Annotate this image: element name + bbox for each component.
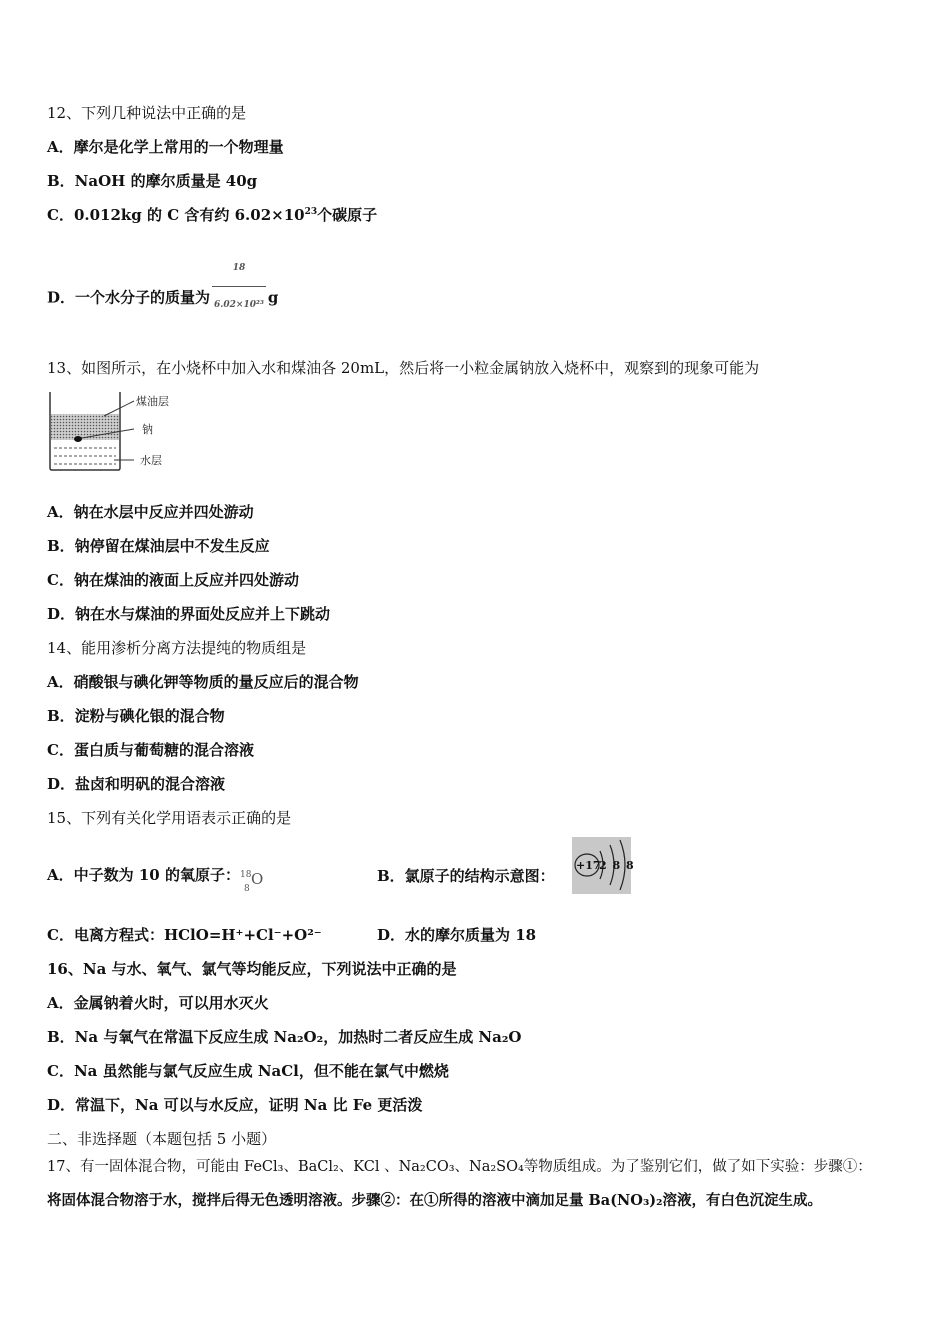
q14-option-b: B．淀粉与碘化银的混合物	[47, 707, 225, 725]
q15-option-a-text: A．中子数为 10 的氧原子：	[47, 866, 240, 884]
label-sodium: 钠	[142, 423, 153, 436]
q15-stem: 15、下列有关化学用语表示正确的是	[47, 809, 292, 827]
q13-option-c: C．钠在煤油的液面上反应并四处游动	[47, 571, 299, 589]
q15-option-c: C．电离方程式：HClO=H⁺+Cl⁻+O²⁻	[47, 926, 322, 944]
q15-option-a	[47, 862, 264, 894]
oxygen-isotope	[239, 864, 264, 894]
q13-option-a: A．钠在水层中反应并四处游动	[47, 503, 254, 521]
isotope-mass-number: 18	[239, 870, 252, 880]
q12-stem: 12、下列几种说法中正确的是	[47, 104, 247, 122]
chlorine-atom-diagram	[572, 837, 635, 894]
q12-fraction-denominator: 6.02×10²³	[214, 300, 264, 310]
q14-stem: 14、能用渗析分离方法提纯的物质组是	[47, 639, 307, 657]
beaker-figure	[44, 388, 184, 474]
section-heading: 二、非选择题（本题包括 5 小题）	[47, 1130, 277, 1148]
q13-option-b: B．钠停留在煤油层中不发生反应	[47, 537, 270, 555]
q12-option-c	[47, 205, 377, 225]
q12-option-b: B．NaOH 的摩尔质量是 40g	[47, 172, 258, 190]
q17-line-2: 将固体混合物溶于水，搅拌后得无色透明溶液。步骤②：在①所得的溶液中滴加足量 Ba(NO₃)₂溶液，有白色沉淀生成。	[47, 1192, 823, 1209]
electron-shells: 2 8 8	[599, 859, 635, 872]
beaker-diagram	[44, 388, 184, 474]
q12-option-c-tail: 个碳原子	[317, 206, 378, 224]
q13-stem: 13、如图所示，在小烧杯中加入水和煤油各 20mL，然后将一小粒金属钠放入烧杯中，观察到的现象可能为	[47, 359, 760, 377]
q12-fraction	[212, 250, 266, 323]
kerosene-layer	[51, 414, 119, 440]
q12-option-a: A．摩尔是化学上常用的一个物理量	[47, 138, 284, 156]
q12-option-c-text: C．0.012kg 的 C 含有约 6.02×10	[47, 206, 305, 224]
q12-option-d-unit: g	[267, 288, 279, 307]
isotope-symbol: O	[250, 870, 264, 888]
q16-stem: 16、Na 与水、氧气、氯气等均能反应，下列说法中正确的是	[47, 960, 457, 978]
label-kerosene: 煤油层	[136, 395, 169, 408]
q12-option-c-exponent: 23	[304, 207, 318, 217]
q14-option-c: C．蛋白质与葡萄糖的混合溶液	[47, 741, 254, 759]
q17-line-1: 17、有一固体混合物，可能由 FeCl₃、BaCl₂、KCl 、Na₂CO₃、Na₂SO₄等物质组成。为了鉴别它们，做了如下实验：步骤①：	[47, 1159, 872, 1175]
isotope-atomic-number: 8	[243, 884, 250, 894]
q15-option-d: D．水的摩尔质量为 18	[377, 926, 537, 944]
q12-fraction-numerator: 18	[212, 250, 266, 287]
q16-option-c: C．Na 虽然能与氯气反应生成 NaCl，但不能在氯气中燃烧	[47, 1062, 449, 1080]
q15-option-b: B．氯原子的结构示意图：	[377, 867, 555, 885]
sodium-piece	[74, 436, 82, 442]
label-water: 水层	[140, 454, 162, 467]
q12-option-d	[47, 262, 278, 335]
q16-option-d: D．常温下，Na 可以与水反应，证明 Na 比 Fe 更活泼	[47, 1096, 423, 1114]
q14-option-a: A．硝酸银与碘化钾等物质的量反应后的混合物	[47, 673, 359, 691]
q12-option-d-text: D．一个水分子的质量为	[47, 288, 211, 307]
q14-option-d: D．盐卤和明矾的混合溶液	[47, 775, 226, 793]
nucleus-charge: +17	[576, 859, 601, 872]
q16-option-a: A．金属钠着火时，可以用水灭火	[47, 994, 269, 1012]
chlorine-shell-svg	[572, 837, 635, 894]
q13-option-d: D．钠在水与煤油的界面处反应并上下跳动	[47, 605, 331, 623]
q16-option-b: B．Na 与氧气在常温下反应生成 Na₂O₂，加热时二者反应生成 Na₂O	[47, 1028, 522, 1046]
